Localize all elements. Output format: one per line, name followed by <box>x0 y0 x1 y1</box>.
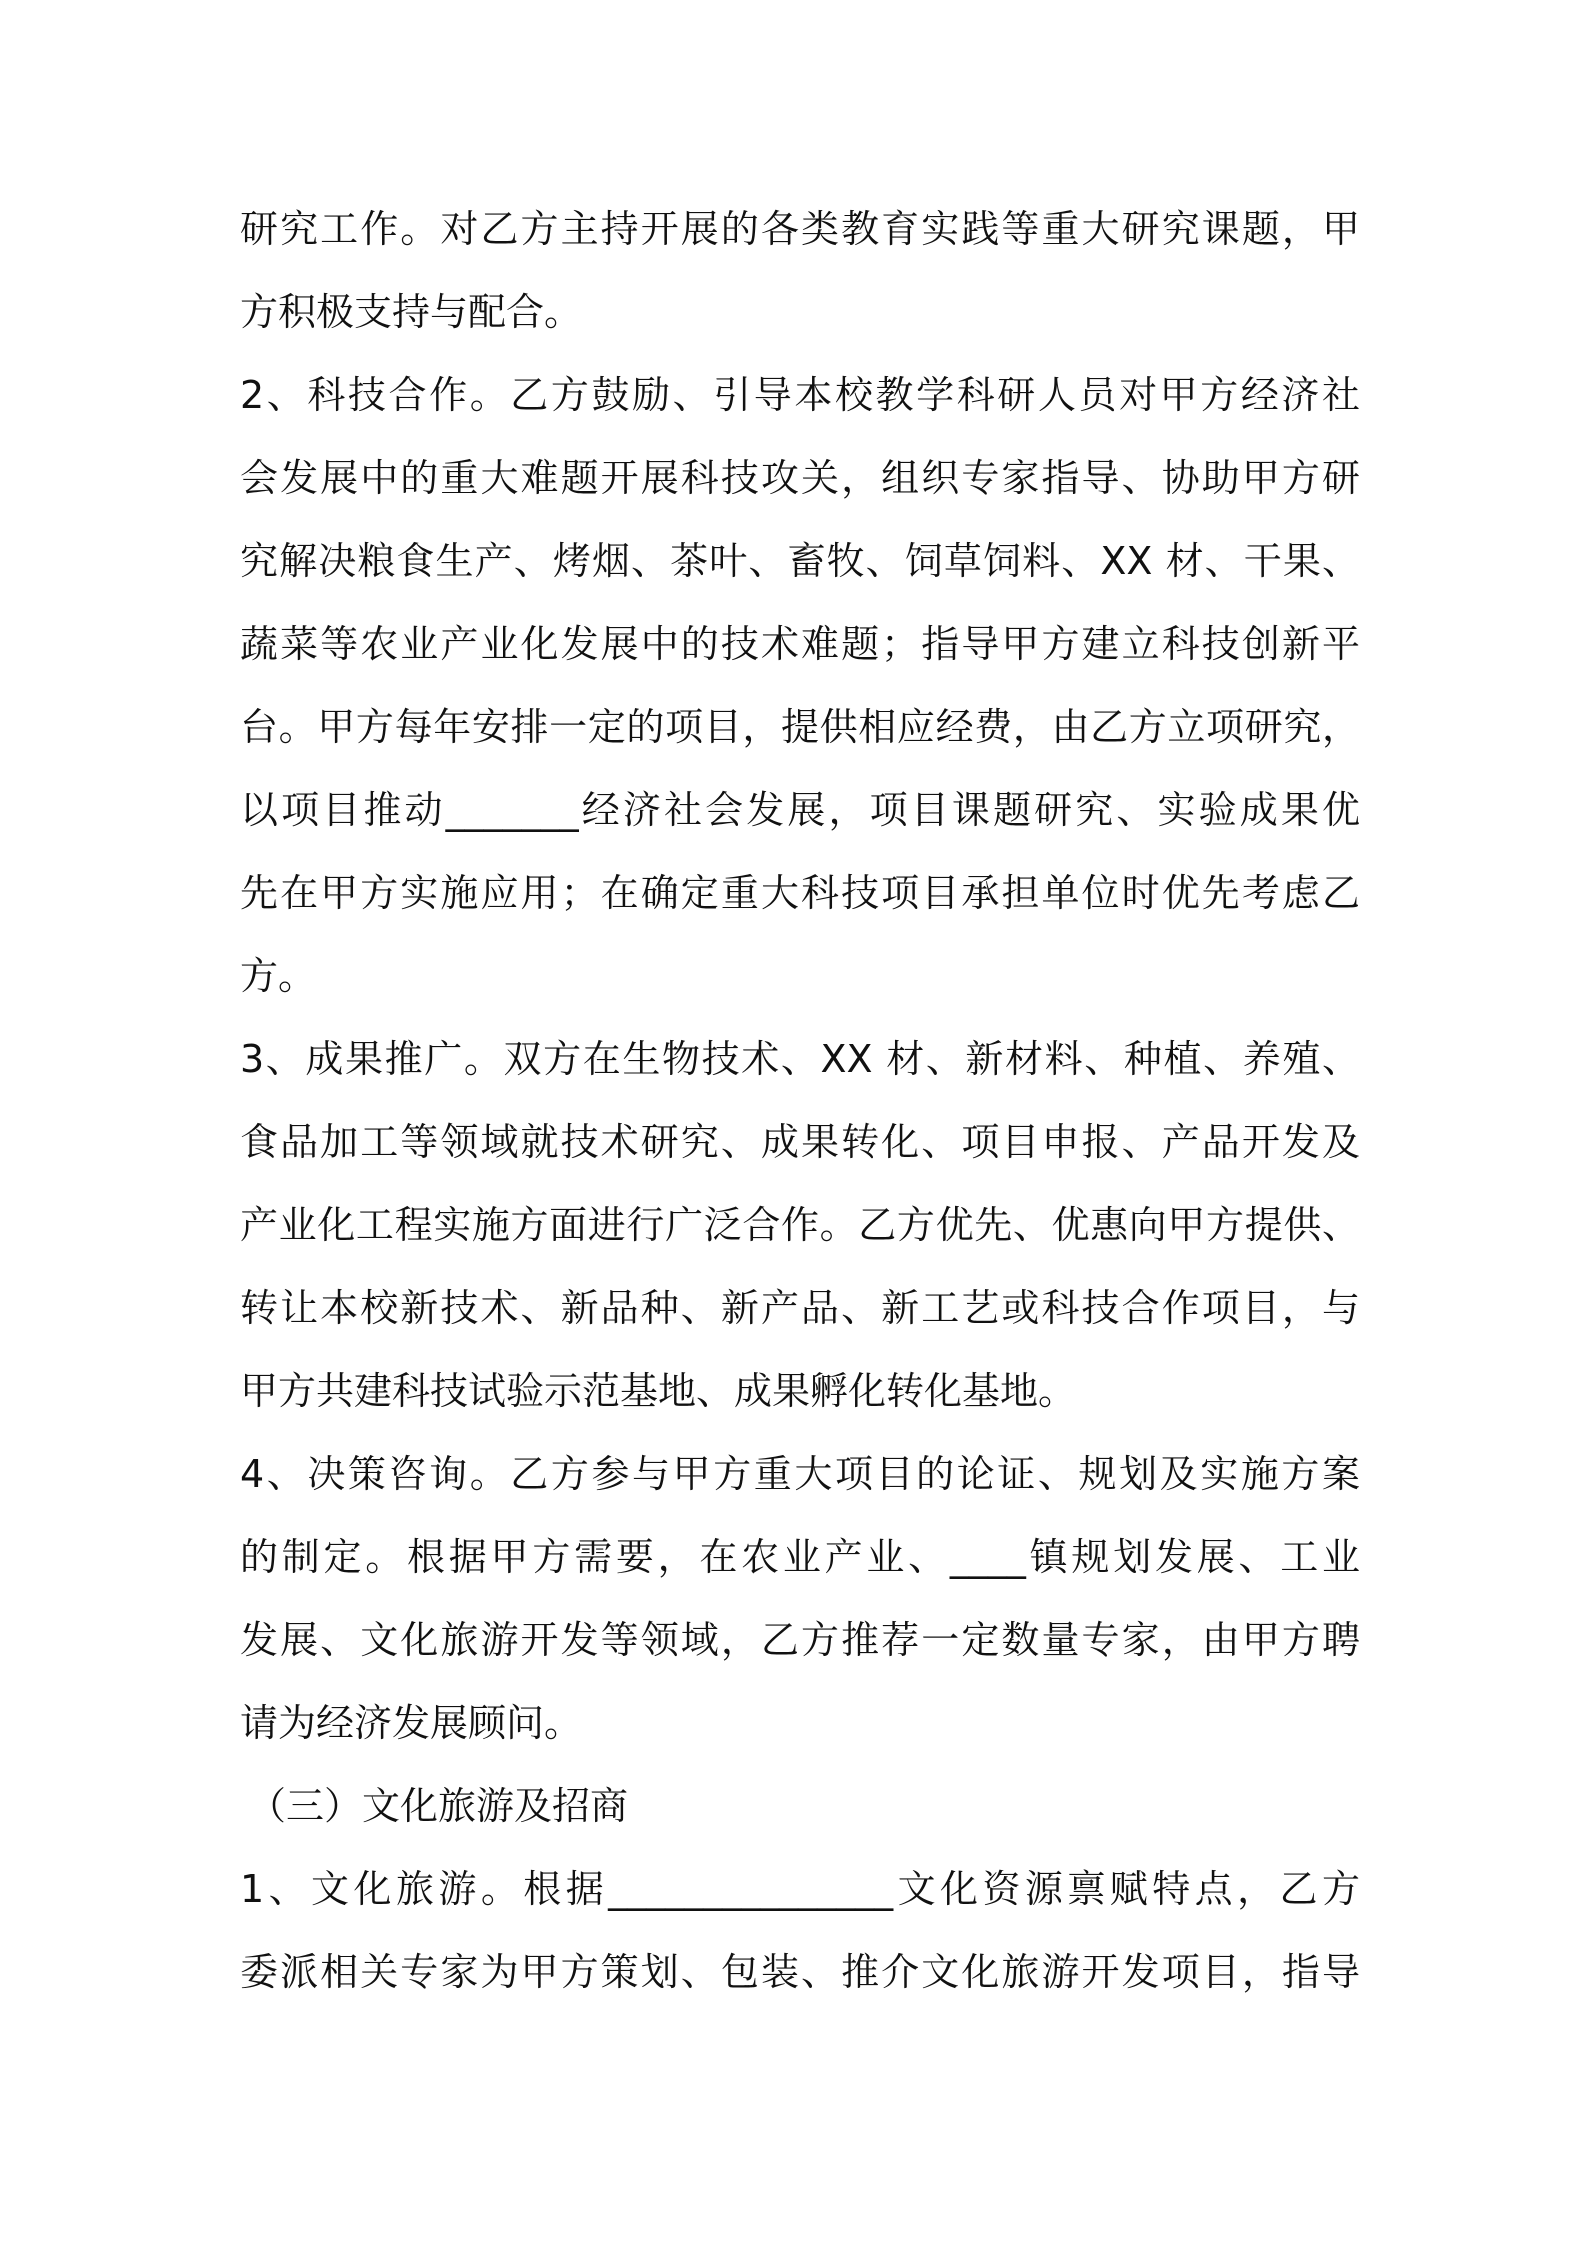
text-line-3: 2、科技合作。乙方鼓励、引导本校教学科研人员对甲方经济社 <box>240 373 1360 417</box>
text-line-2: 方积极支持与配合。 <box>240 290 583 334</box>
text-line-16: 4、决策咨询。乙方参与甲方重大项目的论证、规划及实施方案 <box>240 1452 1360 1496</box>
text-line-10: 方。 <box>240 954 317 998</box>
text-line-11: 3、成果推广。双方在生物技术、XX 材、新材料、种植、养殖、 <box>240 1037 1360 1081</box>
text-line-4: 会发展中的重大难题开展科技攻关，组织专家指导、协助甲方研 <box>240 456 1360 500</box>
text-line-18: 发展、文化旅游开发等领域，乙方推荐一定数量专家，由甲方聘 <box>240 1618 1360 1662</box>
text-line-22: 委派相关专家为甲方策划、包装、推介文化旅游开发项目，指导 <box>240 1950 1360 1994</box>
section-heading: （三）文化旅游及招商 <box>248 1784 629 1828</box>
text-line-6: 蔬菜等农业产业化发展中的技术难题；指导甲方建立科技创新平 <box>240 622 1360 666</box>
text-line-9: 先在甲方实施应用；在确定重大科技项目承担单位时优先考虑乙 <box>240 871 1360 915</box>
text-line-14: 转让本校新技术、新品种、新产品、新工艺或科技合作项目，与 <box>240 1286 1360 1330</box>
text-line-1: 研究工作。对乙方主持开展的各类教育实践等重大研究课题，甲 <box>240 207 1360 251</box>
text-line-17: 的制定。根据甲方需要，在农业产业、____镇规划发展、工业 <box>240 1535 1360 1579</box>
text-line-12: 食品加工等领域就技术研究、成果转化、项目申报、产品开发及 <box>240 1120 1360 1164</box>
text-line-13: 产业化工程实施方面进行广泛合作。乙方优先、优惠向甲方提供、 <box>240 1203 1360 1247</box>
text-line-7: 台。甲方每年安排一定的项目，提供相应经费，由乙方立项研究， <box>240 705 1360 749</box>
text-line-5: 究解决粮食生产、烤烟、茶叶、畜牧、饲草饲料、XX 材、干果、 <box>240 539 1360 583</box>
text-line-19: 请为经济发展顾问。 <box>240 1701 583 1745</box>
body-text <box>240 188 1360 2014</box>
text-line-15: 甲方共建科技试验示范基地、成果孵化转化基地。 <box>240 1369 1077 1413</box>
text-line-21: 1、文化旅游。根据_______________文化资源禀赋特点，乙方 <box>240 1867 1360 1911</box>
text-line-8: 以项目推动_______经济社会发展，项目课题研究、实验成果优 <box>240 788 1360 832</box>
